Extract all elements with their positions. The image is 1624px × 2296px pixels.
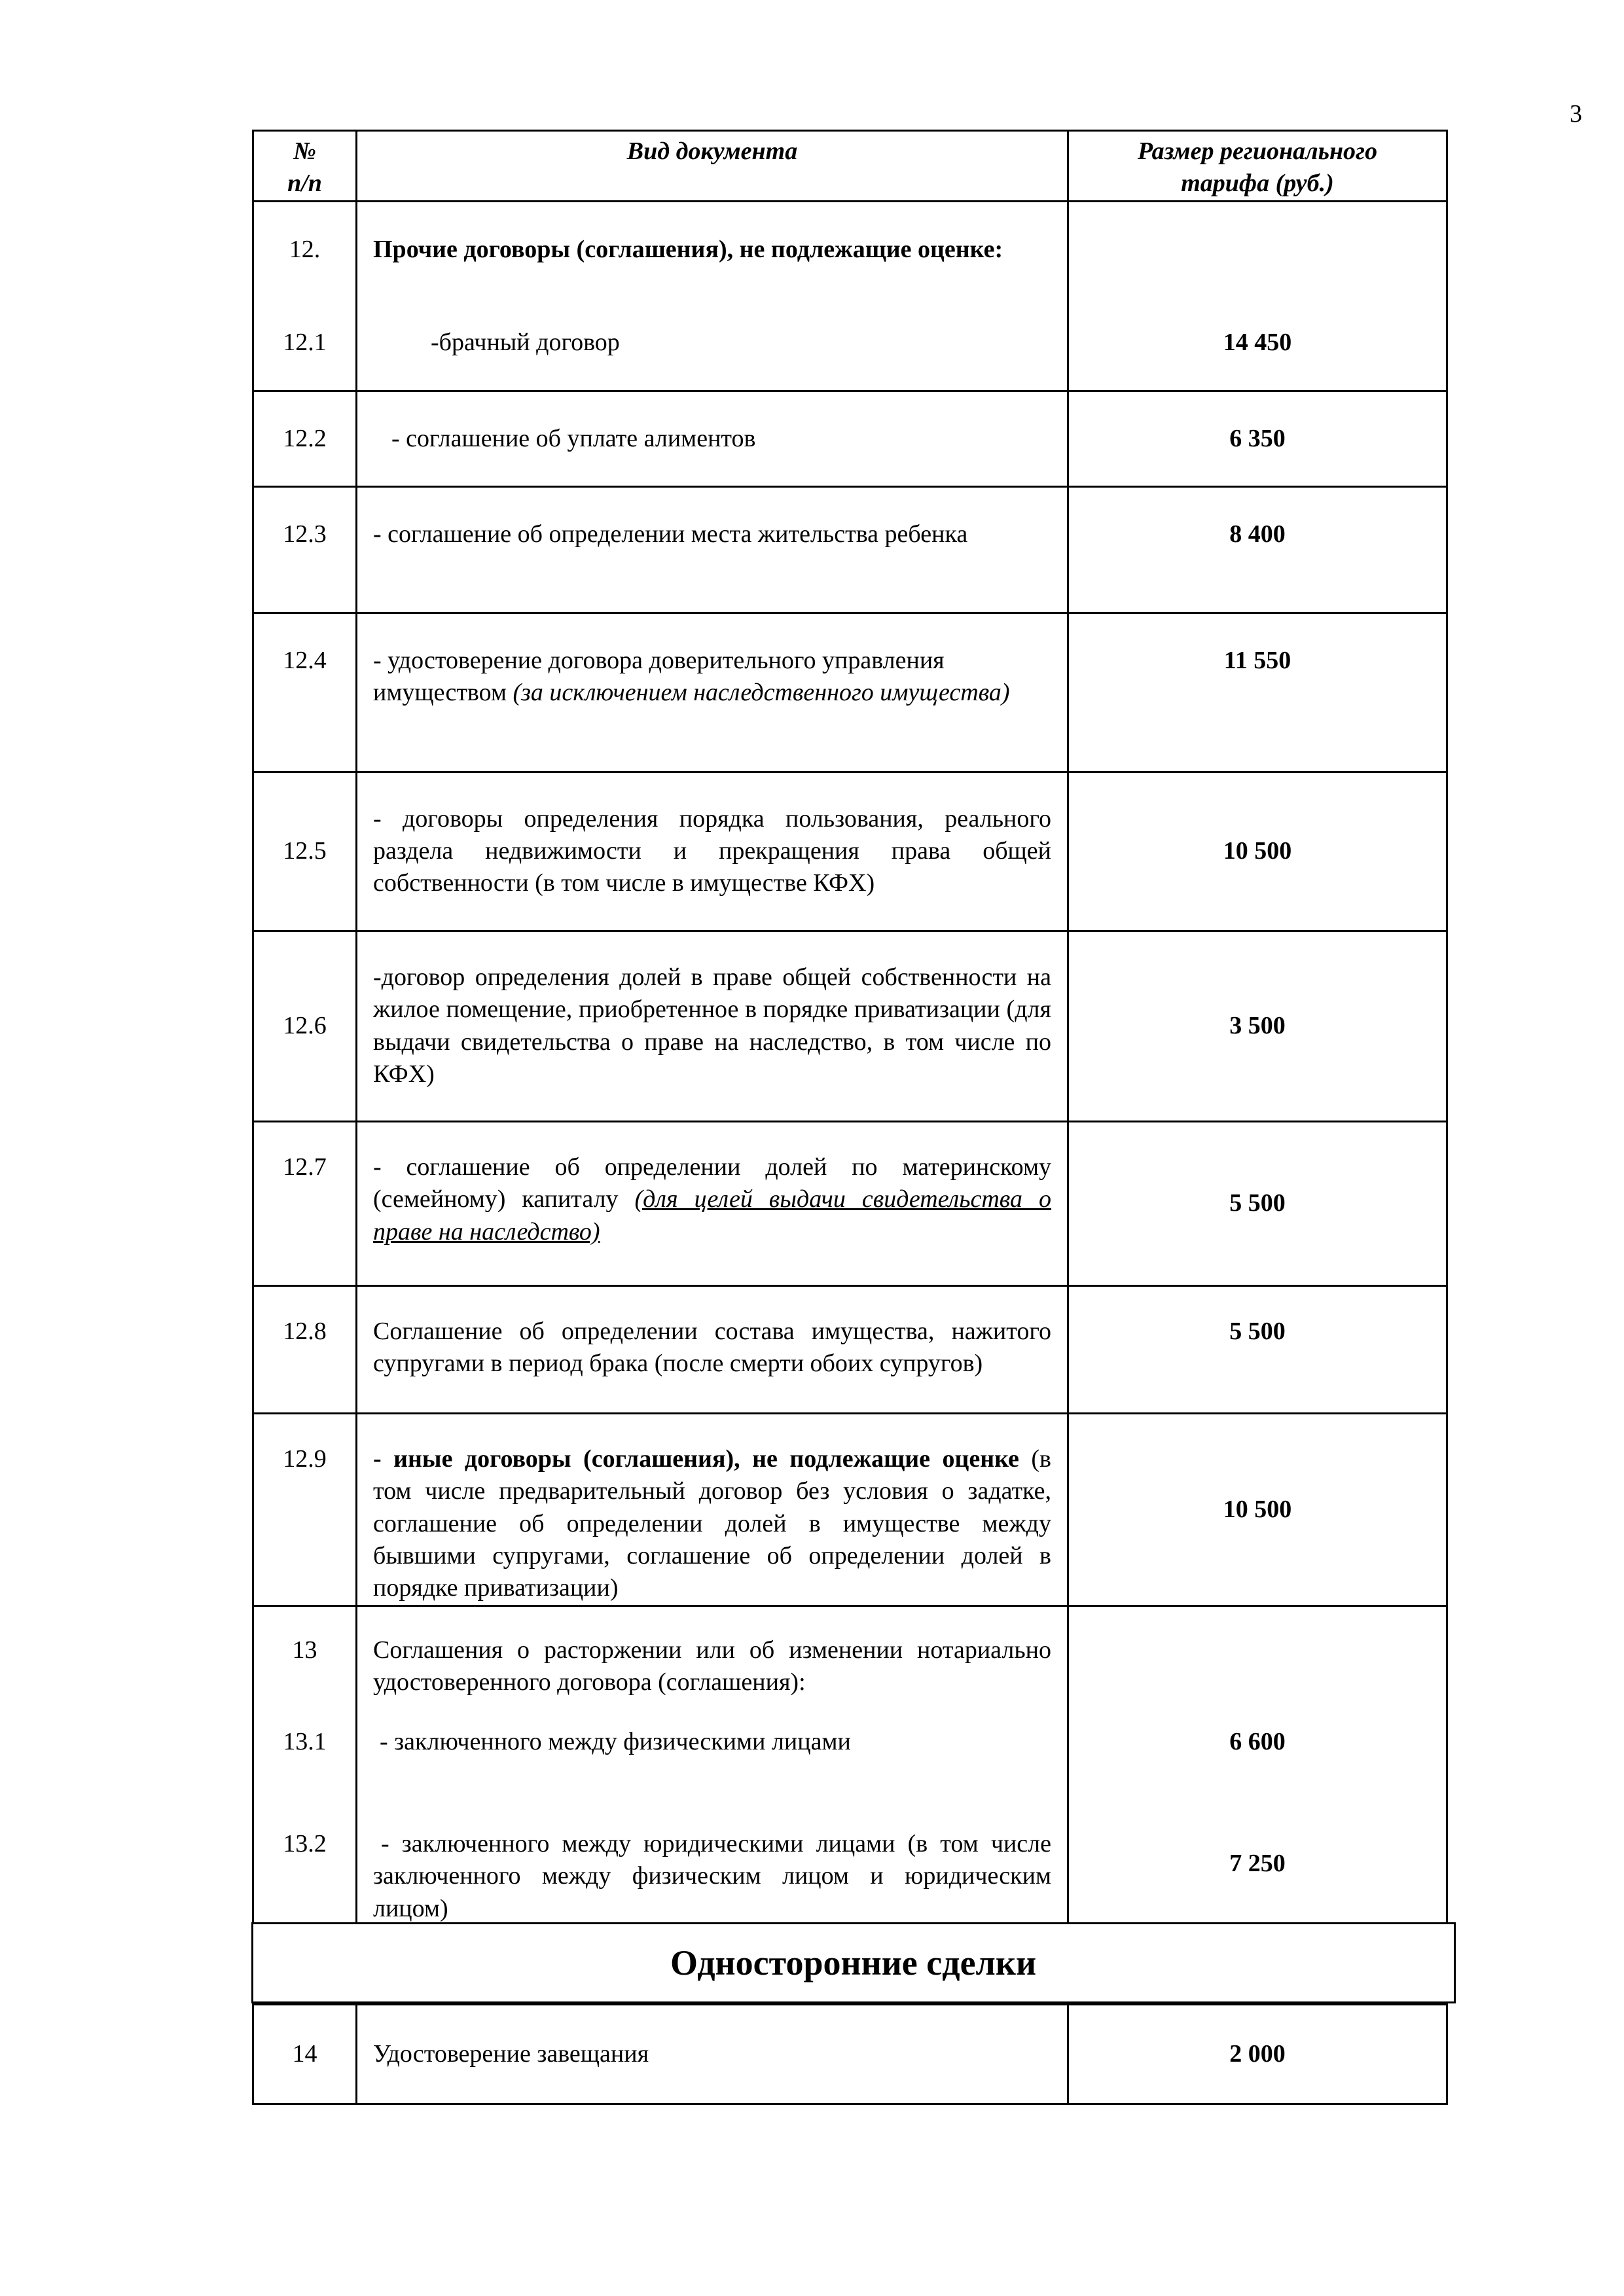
row-number: 14 <box>292 2039 317 2068</box>
row-tariff: 7 250 <box>1229 1849 1286 1877</box>
tariff-table <box>252 130 1448 2105</box>
table-row <box>253 201 1447 391</box>
row-tariff: 8 400 <box>1229 520 1286 548</box>
row-tariff: 10 500 <box>1223 837 1292 865</box>
table-row <box>253 772 1447 931</box>
table-row <box>253 1121 1447 1285</box>
row-tariff: 11 550 <box>1223 646 1291 674</box>
row-tariff: 6 350 <box>1229 424 1286 452</box>
row-tariff: 3 500 <box>1229 1012 1286 1040</box>
row-number: 12.8 <box>283 1317 327 1345</box>
table-row <box>253 2004 1447 2104</box>
row-tariff: 2 000 <box>1229 2039 1286 2068</box>
row-tariff: 10 500 <box>1223 1495 1292 1523</box>
row-description: Прочие договоры (соглашения), не подлежащие оценке: <box>373 235 1003 263</box>
row-number: 12.2 <box>283 424 327 452</box>
section-title: Односторонние сделки <box>251 1922 1456 2003</box>
row-tariff: 14 450 <box>1223 328 1292 356</box>
row-tariff: 5 500 <box>1229 1317 1286 1345</box>
header-doc: Вид документа <box>357 131 1068 202</box>
row-description: - договоры определения порядка пользования, реального раздела недвижимости и прекращения права общей собственности (в том числе в имуществе КФХ) <box>373 804 1051 897</box>
row-number: 13.2 <box>283 1829 327 1857</box>
row-description-note: (для целей выдачи свидетельства о праве на наследство) <box>373 1185 1052 1246</box>
row-tariff: 5 500 <box>1229 1189 1286 1217</box>
page-number: 3 <box>1570 100 1582 128</box>
row-number: 12.1 <box>283 328 327 356</box>
row-number: 12.9 <box>283 1444 327 1473</box>
row-number: 12.4 <box>283 646 327 674</box>
table-row <box>253 1413 1447 1605</box>
row-description: -брачный договор <box>431 328 620 356</box>
row-description: Удостоверение завещания <box>373 2039 649 2068</box>
table-row <box>253 613 1447 772</box>
row-description-bold: - иные договоры (соглашения), не подлежащие оценке <box>373 1444 1019 1473</box>
row-description: Соглашение об определении состава имущества, нажитого супругами в период брака (после смерти обоих супругов) <box>373 1317 1051 1378</box>
row-tariff: 6 600 <box>1229 1727 1286 1755</box>
row-description: - удостоверение договора доверительного управления имуществом <box>373 646 945 707</box>
row-description: - соглашение об уплате алиментов <box>391 424 756 452</box>
row-description: (в том числе предварительный договор без условия о задатке, соглашение об определении долей в имуществе между бывшими супругами, соглашение об определении долей в порядке приватизации) <box>373 1444 1052 1602</box>
row-description: -договор определения долей в праве общей собственности на жилое помещение, приобретенное в порядке приватизации (для выдачи свидетельства о праве на наследство, в том числе по КФХ) <box>373 963 1051 1088</box>
row-description: - заключенного между физическими лицами <box>380 1727 851 1755</box>
row-description: Соглашения о расторжении или об изменении нотариально удостоверенного договора (соглашения): <box>373 1636 1051 1696</box>
row-number: 12.7 <box>283 1153 327 1181</box>
row-number: 12.6 <box>283 1012 327 1040</box>
table-row <box>253 1285 1447 1413</box>
row-number: 12. <box>289 235 321 263</box>
row-number: 12.5 <box>283 837 327 865</box>
row-description: - соглашение об определении места жительства ребенка <box>373 520 968 548</box>
table-row <box>253 931 1447 1121</box>
row-description: - соглашение об определении долей по материнскому (семейному) капиталу <box>373 1153 1051 1213</box>
table-row <box>253 391 1447 486</box>
table-row <box>253 1605 1447 1922</box>
row-number: 13.1 <box>283 1727 327 1755</box>
row-number: 12.3 <box>283 520 327 548</box>
header-num: № п/п <box>253 131 357 202</box>
header-tariff: Размер регионального тарифа (руб.) <box>1068 131 1447 202</box>
row-number: 13 <box>292 1636 317 1664</box>
table-row <box>253 486 1447 613</box>
row-description-note: (за исключением наследственного имущества) <box>513 679 1010 707</box>
table-header-row <box>253 131 1447 202</box>
row-description: - заключенного между юридическими лицами (в том числе заключенного между физическим лицом и юридическим лицом) <box>373 1829 1051 1922</box>
section-row <box>253 1922 1447 2005</box>
